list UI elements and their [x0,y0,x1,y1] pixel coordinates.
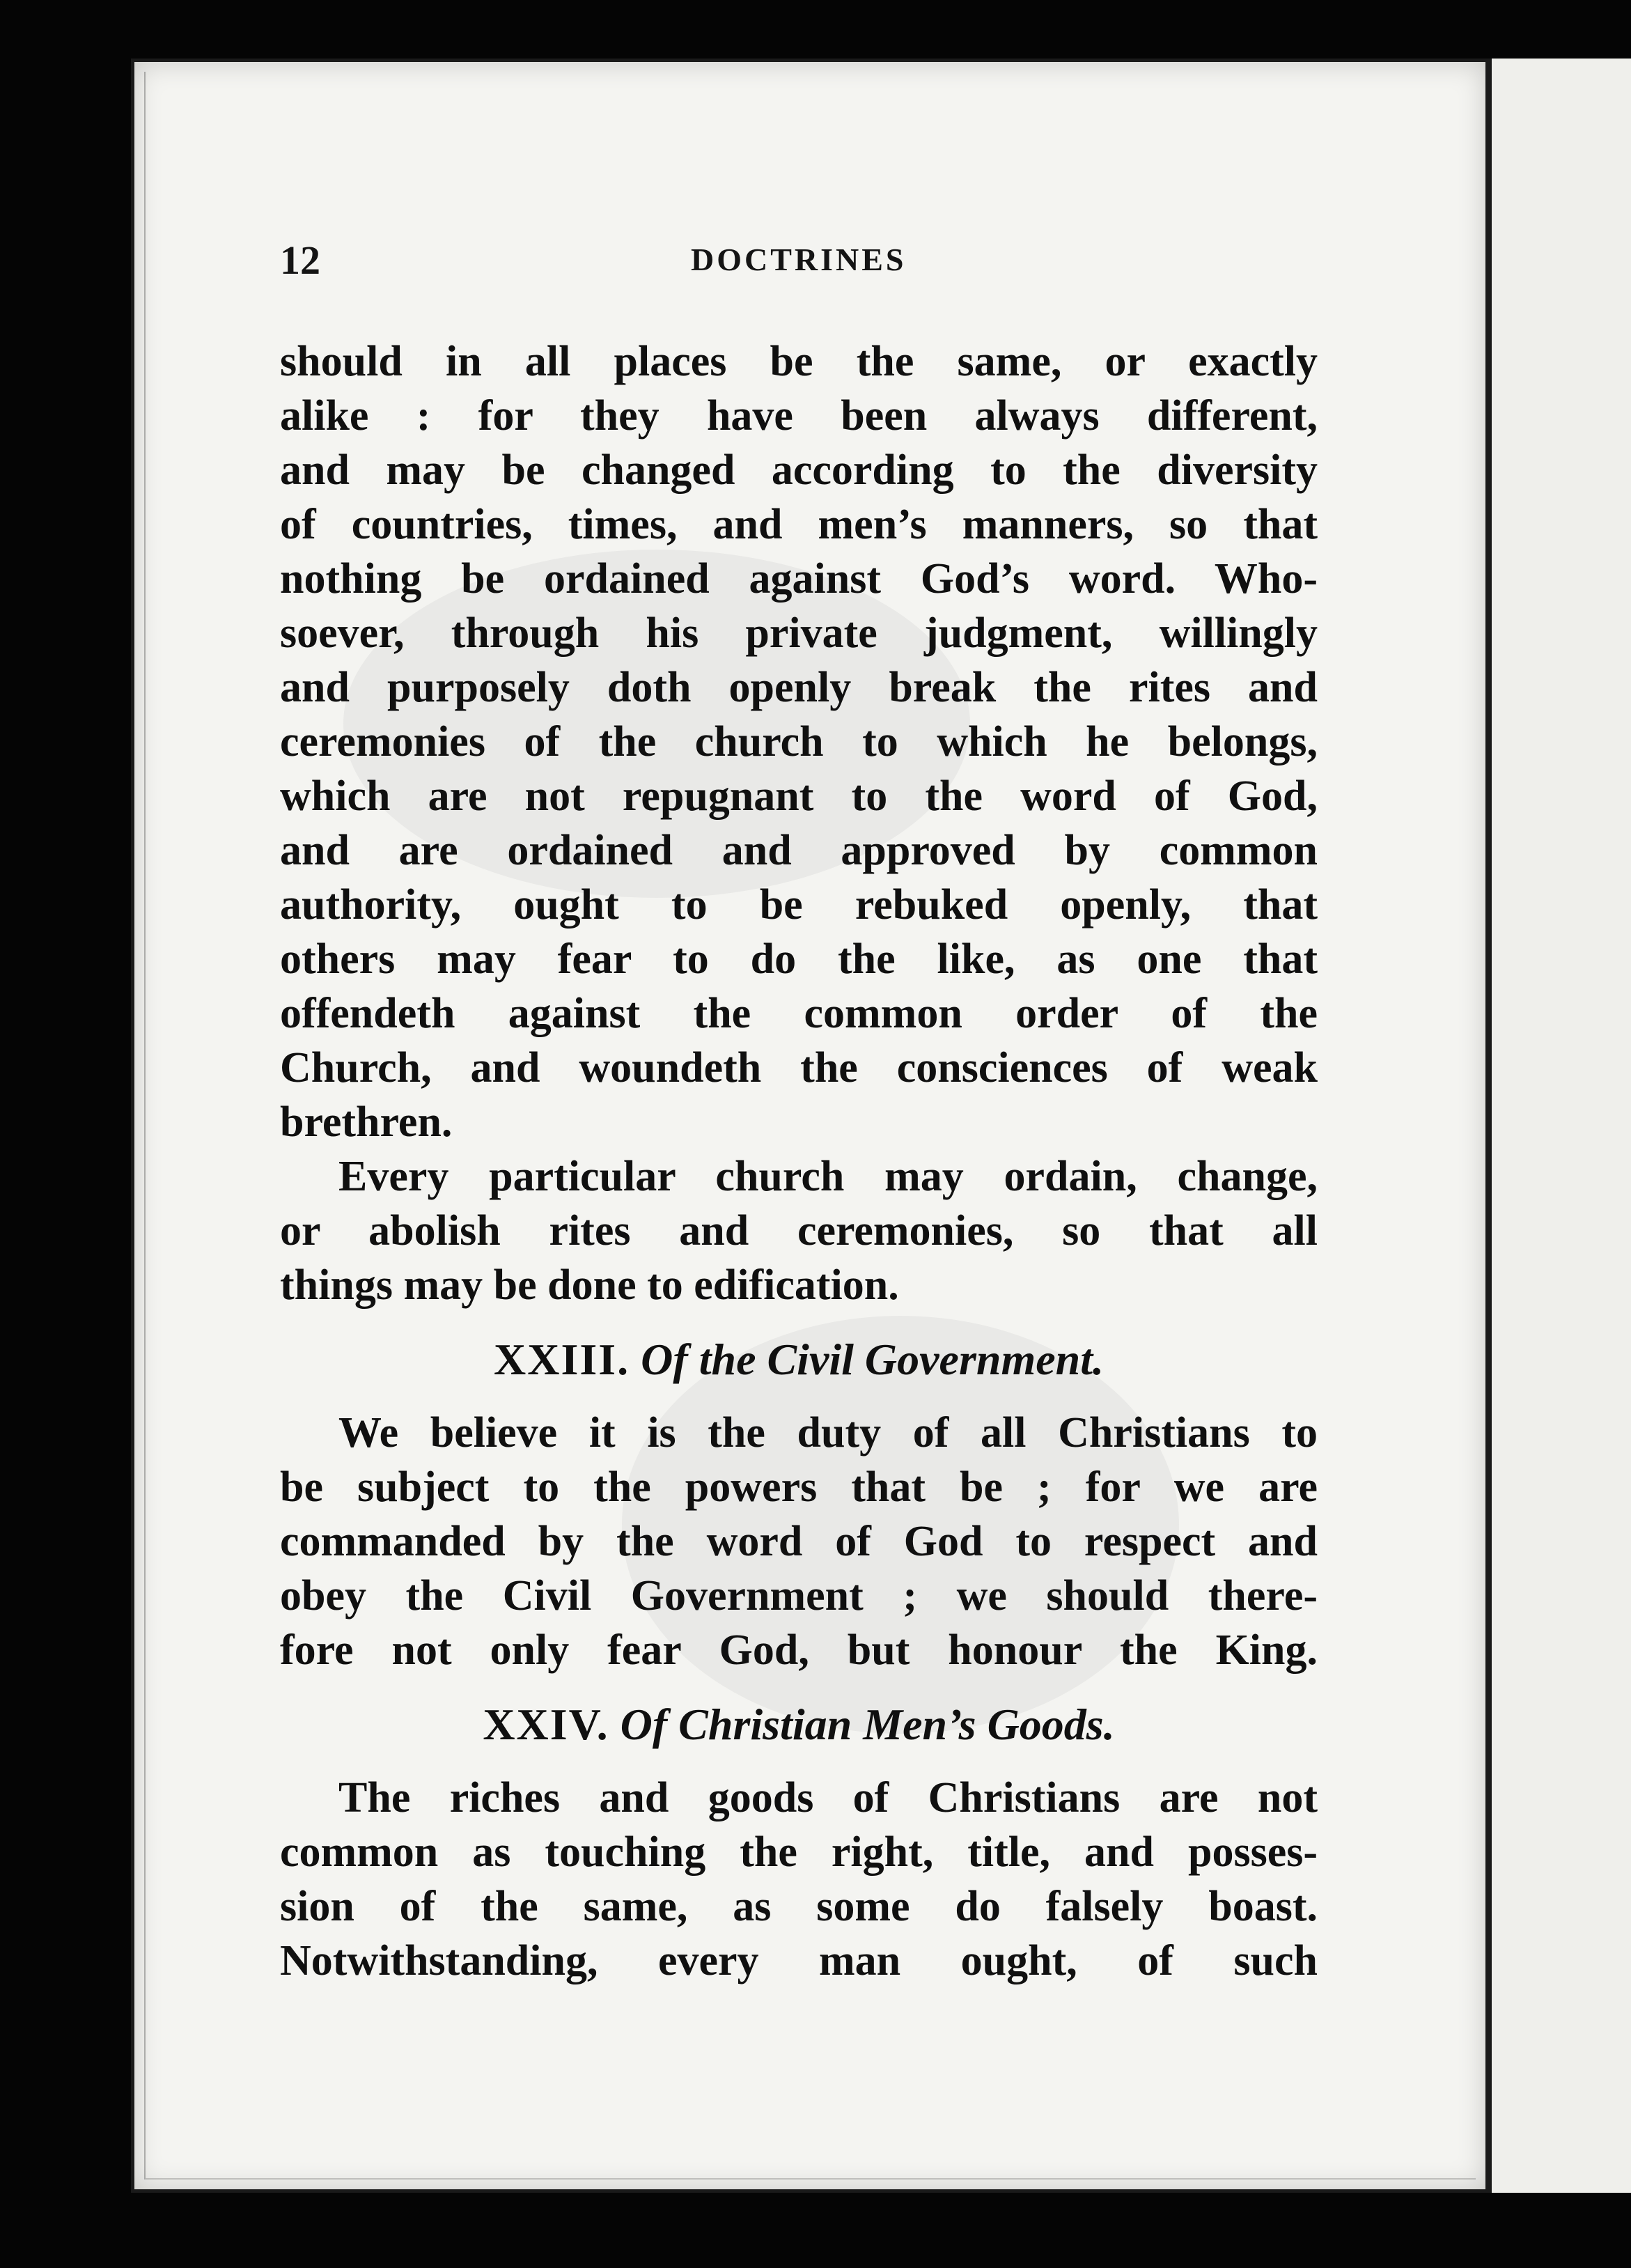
text-line: should in all places be the same, or exactly [280,338,1318,385]
text-line: authority, ought to be rebuked openly, that [280,881,1318,929]
section-numeral: XXIV. [483,1700,609,1749]
paragraph-christian-goods [280,1771,1318,1988]
page-number: 12 [280,238,320,283]
section-heading-24 [280,1695,1318,1754]
text-line: and purposely doth openly break the rites and [280,664,1318,711]
running-head [280,237,1325,286]
facing-page-edge [1489,59,1631,2193]
paragraph-civil-government [280,1406,1318,1677]
text-line: others may fear to do the like, as one that [280,935,1318,983]
text-line: things may be done to edification. [280,1261,899,1309]
text-line: and are ordained and approved by common [280,827,1318,874]
text-line: We believe it is the duty of all Christians to [338,1409,1318,1457]
text-line: which are not repugnant to the word of God, [280,772,1318,820]
text-line: The riches and goods of Christians are not [338,1774,1318,1822]
text-line: offendeth against the common order of the [280,990,1318,1037]
running-title: DOCTRINES [691,242,907,277]
section-heading-23 [280,1330,1318,1389]
text-line: obey the Civil Government ; we should there- [280,1572,1318,1620]
text-line: ceremonies of the church to which he belongs, [280,718,1318,766]
text-line: brethren. [280,1098,453,1146]
text-line: Church, and woundeth the consciences of weak [280,1044,1318,1092]
text-line: of countries, times, and men’s manners, so that [280,501,1318,548]
section-title: Of Christian Men’s Goods. [620,1700,1115,1749]
text-line: fore not only fear God, but honour the King. [280,1626,1318,1674]
text-line: alike : for they have been always different, [280,392,1318,440]
text-line: nothing be ordained against God’s word. Who- [280,555,1318,603]
section-title: Of the Civil Government. [641,1335,1104,1384]
text-line: Every particular church may ordain, change, [338,1153,1318,1200]
text-line: be subject to the powers that be ; for we are [280,1463,1318,1511]
text-line: common as touching the right, title, and posses- [280,1828,1318,1876]
text-line: commanded by the word of God to respect and [280,1518,1318,1565]
body-text [280,334,1318,1988]
text-line: or abolish rites and ceremonies, so that all [280,1207,1318,1255]
text-line: Notwithstanding, every man ought, of such [280,1937,1318,1984]
text-line: and may be changed according to the diversity [280,446,1318,494]
text-line: sion of the same, as some do falsely boast. [280,1883,1318,1930]
section-numeral: XXIII. [494,1335,630,1384]
text-line: soever, through his private judgment, willingly [280,609,1318,657]
paragraph-rites [280,1149,1318,1312]
paragraph-continued [280,334,1318,1149]
